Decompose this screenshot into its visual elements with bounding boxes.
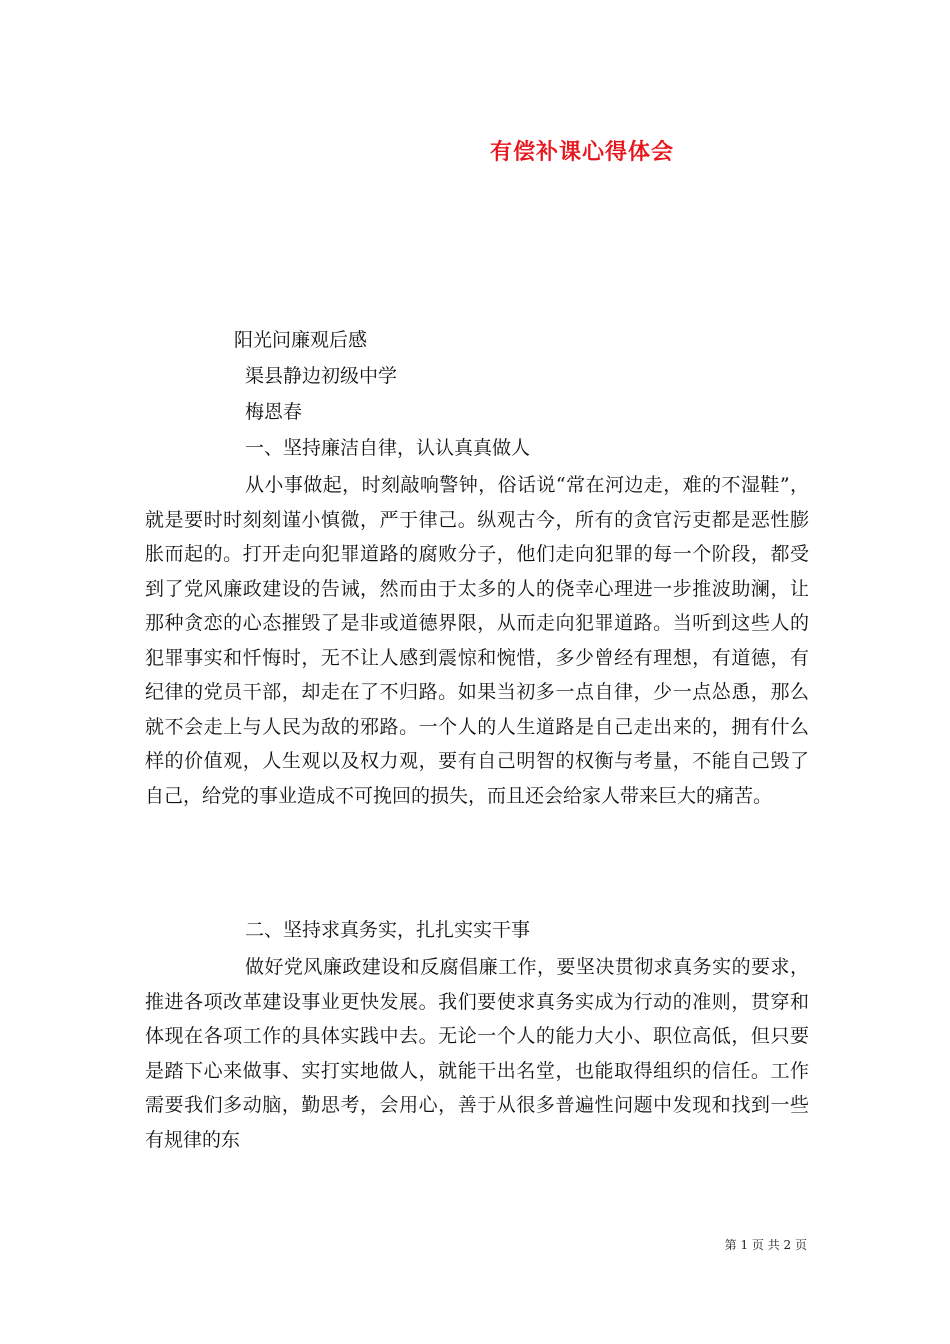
- section2-paragraph: 做好党风廉政建设和反腐倡廉工作，要坚决贯彻求真务实的要求，推进各项改革建设事业更快发展。我们要使求真务实成为行动的准则，贯穿和体现在各项工作的具体实践中去。无论一个人的能力大小、职位高低，但只要是踏下心来做事、实打实地做人，就能干出名堂，也能取得组织的信任。工作需要我们多动脑，勤思考，会用心，善于从很多普遍性问题中发现和找到一些有规律的东: [145, 956, 809, 1151]
- school-name: 渠县静边初级中学: [245, 365, 398, 387]
- page-number: 第 1 页 共 2 页: [724, 1238, 807, 1252]
- section2-heading: 二、坚持求真务实，扎扎实实干事: [245, 919, 531, 941]
- section1-paragraph: 从小事做起，时刻敲响警钟，俗话说“常在河边走，难的不湿鞋”，就是要时时刻刻谨小慎微，严于律己。纵观古今，所有的贪官污吏都是恶性膨胀而起的。打开走向犯罪道路的腐败分子，他们走向犯罪的每一个阶段，都受到了党风廉政建设的告诫，然而由于太多的人的侥幸心理进一步推波助澜，让那种贪恋的心态摧毁了是非或道德界限，从而走向犯罪道路。当听到这些人的犯罪事实和忏悔时，无不让人感到震惊和惋惜，多少曾经有理想，有道德，有纪律的党员干部，却走在了不归路。如果当初多一点自律，少一点怂恿，那么就不会走上与人民为敌的邪路。一个人的人生道路是自己走出来的，拥有什么样的价值观，人生观以及权力观，要有自己明智的权衡与考量，不能自己毁了自己，给党的事业造成不可挽回的损失，而且还会给家人带来巨大的痛苦。: [145, 474, 809, 807]
- document-subtitle: 阳光问廉观后感: [234, 329, 368, 351]
- author-name: 梅恩春: [245, 401, 303, 423]
- section1-heading: 一、坚持廉洁自律，认认真真做人: [245, 437, 531, 459]
- document-title: 有偿补课心得体会: [490, 139, 675, 165]
